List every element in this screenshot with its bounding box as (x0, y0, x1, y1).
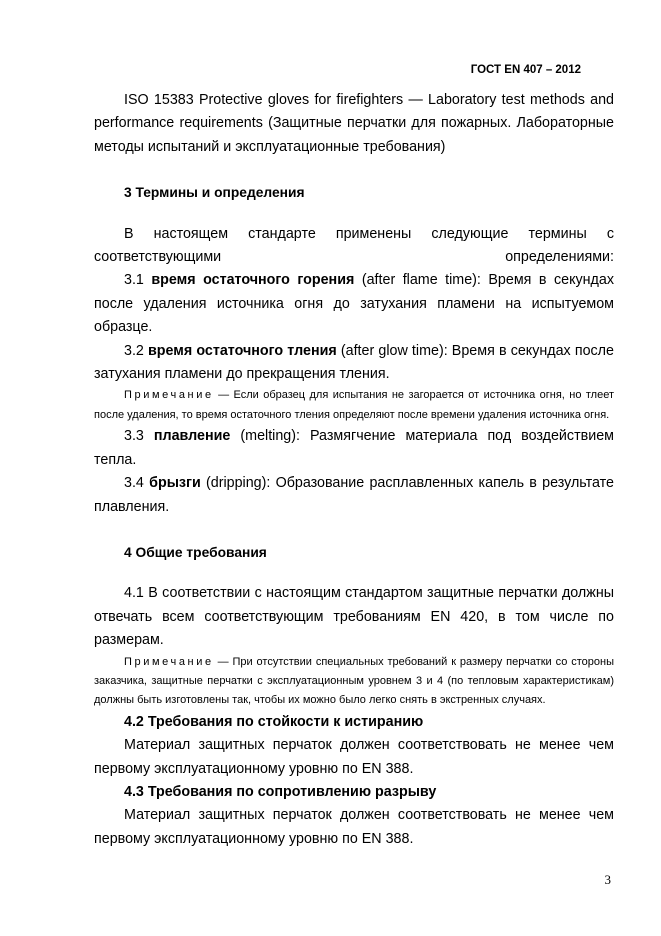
term-3-3: 3.3 плавление (melting): Размягчение материала под воздействием тепла. (94, 428, 614, 468)
term-3-4-name: брызги (149, 475, 201, 492)
note-label: Примечание (124, 655, 214, 668)
term-3-3-name: плавление (153, 428, 231, 445)
section-4-heading: 4 Общие требования (124, 544, 267, 560)
clause-4-1: 4.1 В соответствии с настоящим стандартом защитные перчатки должны отвечать всем соответствующим требованиям EN 420, в том числе по размерам. (94, 585, 614, 649)
term-3-1: 3.1 время остаточного горения (after flame time): Время в секундах после удаления источника огня до затухания пламени на испытуемом образце. (94, 272, 614, 336)
term-3-2: 3.2 время остаточного тления (after glow time): Время в секундах после затухания пламени до прекращения тления. (94, 342, 614, 383)
page-content (94, 89, 614, 851)
clause-4-3-text: Материал защитных перчаток должен соответствовать не менее чем первому эксплуатационному уровню по EN 388. (94, 807, 614, 847)
clause-4-2-heading: 4.2 Требования по стойкости к истиранию (124, 713, 424, 730)
reference-iso-15383: ISO 15383 Protective gloves for firefighters — Laboratory test methods and performance requirements (Защитные перчатки для пожарных. Лабораторные методы испытаний и эксплуатационные требования) (94, 92, 614, 155)
clause-4-2-text: Материал защитных перчаток должен соответствовать не менее чем первому эксплуатационному уровню по EN 388. (94, 737, 614, 777)
term-3-1-name: время остаточного горения (151, 272, 355, 289)
note-label: Примечание (124, 389, 214, 402)
term-3-2-name: время остаточного тления (148, 342, 337, 359)
note-3-2: Примечание — Если образец для испытания не загорается от источника огня, но тлеет после удаления, то время остаточного тления определяют после времени удаления источника огня. (94, 389, 614, 421)
clause-4-3-heading: 4.3 Требования по сопротивлению разрыву (124, 783, 437, 800)
page-number: 3 (604, 872, 611, 887)
standard-header: ГОСТ EN 407 – 2012 (470, 64, 581, 76)
term-3-4: 3.4 брызги (dripping): Образование расплавленных капель в результате плавления. (94, 475, 614, 515)
section-3-intro: В настоящем стандарте применены следующие термины с соответствующими определениями: (94, 225, 614, 266)
section-3-heading: 3 Термины и определения (124, 185, 305, 201)
note-4-1: Примечание — При отсутствии специальных требований к размеру перчатки со стороны заказчика, защитные перчатки с эксплуатационным уровнем 3 и 4 (по тепловым характеристикам) должны быть изготовлены так, чтобы их можно было легко снять в экстренных случаях. (94, 655, 614, 707)
